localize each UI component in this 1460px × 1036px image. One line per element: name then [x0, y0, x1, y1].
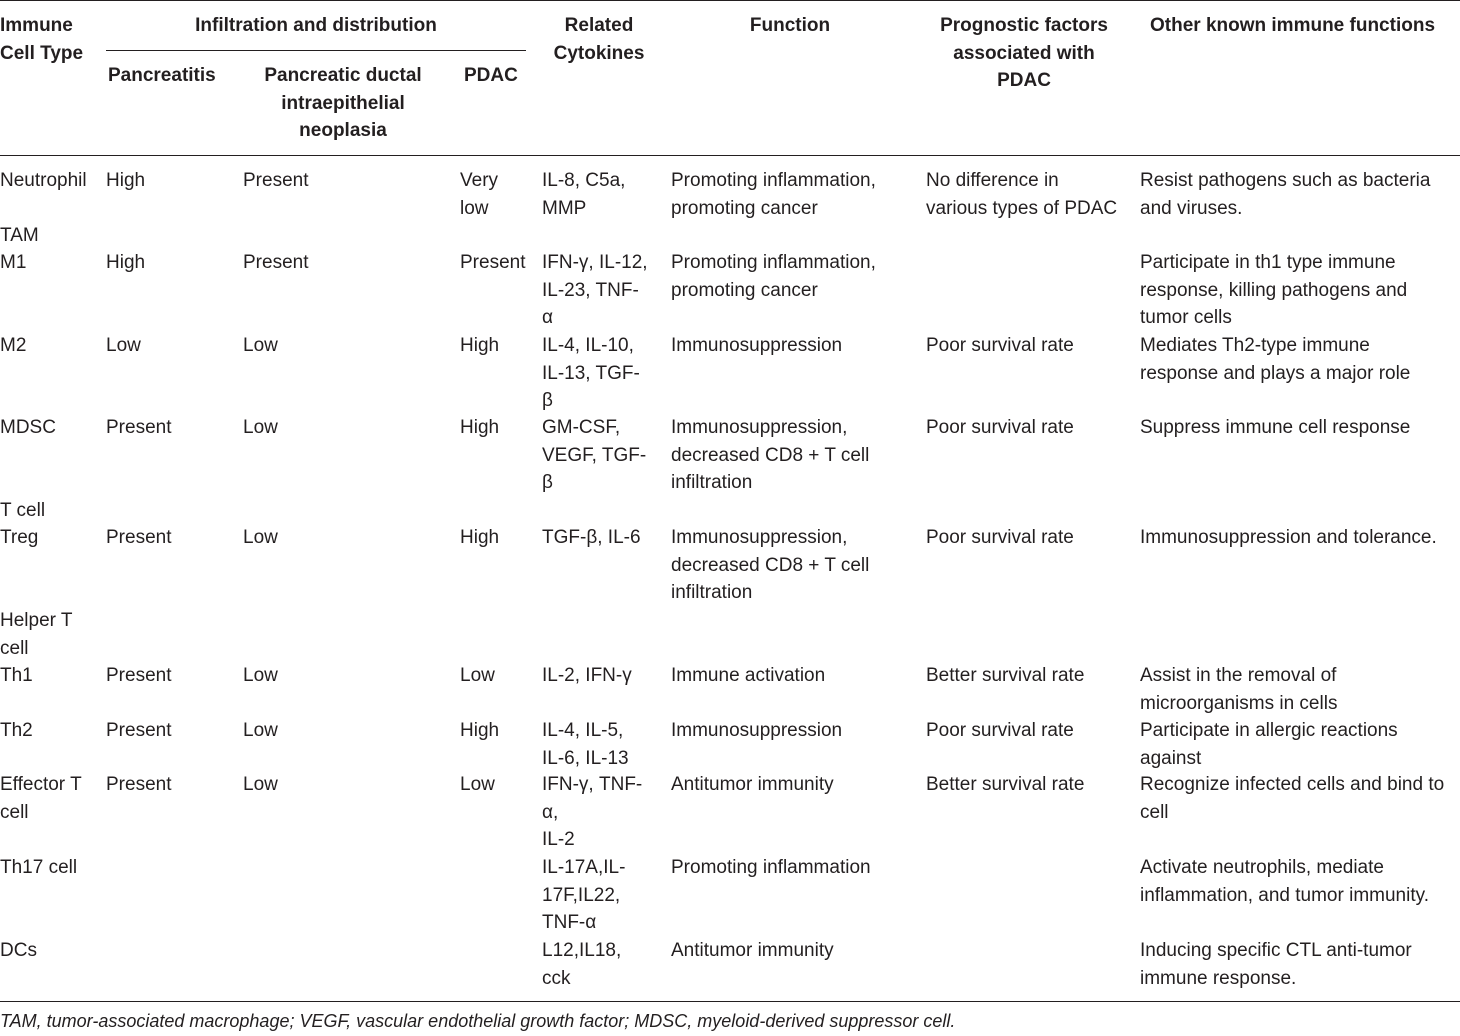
cell-cytokines: IFN-γ, IL-12, IL-23, TNF- α [542, 252, 648, 328]
cell-prognostic: Poor survival rate [926, 335, 1074, 356]
cell-pancreatitis: High [106, 252, 146, 273]
cell-cell: DCs [0, 940, 37, 961]
cell-pdac: Low [460, 665, 495, 686]
top-rule [0, 0, 1460, 1]
cell-pdac: High [460, 720, 500, 741]
cell-other: Assist in the removal of microorganisms in cells [1140, 665, 1338, 714]
cell-pdac: Present [460, 252, 526, 273]
cell-function: Antitumor immunity [671, 774, 834, 795]
cell-function: Immunosuppression, decreased CD8 + T cell infiltration [671, 527, 870, 603]
cell-cytokines: IL-17A,IL- 17F,IL22, TNF-α [542, 857, 626, 933]
header-cytokines: Related Cytokines [553, 15, 645, 64]
cell-prognostic: Poor survival rate [926, 417, 1074, 438]
cell-prognostic: Better survival rate [926, 665, 1085, 686]
cell-cytokines: IL-4, IL-5, IL-6, IL-13 [542, 720, 629, 769]
header-cell-type: Immune Cell Type [0, 15, 84, 64]
cell-cytokines: GM-CSF, VEGF, TGF- β [542, 417, 647, 493]
table-footnote: TAM, tumor-associated macrophage; VEGF, vascular endothelial growth factor; MDSC, myeloid-derived suppressor cell. [0, 1011, 956, 1031]
cell-prognostic: No difference in various types of PDAC [926, 170, 1118, 219]
cell-cell: Neutrophil [0, 170, 87, 191]
cell-cell: MDSC [0, 417, 56, 438]
header-infiltration-group: Infiltration and distribution [195, 15, 437, 36]
cell-other: Suppress immune cell response [1140, 417, 1411, 438]
group-underline [106, 50, 526, 51]
cell-pdac: Very low [460, 170, 499, 219]
cell-cytokines: IL-2, IFN-γ [542, 665, 632, 686]
header-function: Function [749, 15, 831, 36]
cell-cell: TAM [0, 225, 39, 246]
table-bottom-rule [0, 1001, 1460, 1002]
cell-pancreatitis: Present [106, 774, 172, 795]
cell-pancreatitis: Present [106, 720, 172, 741]
cell-panin: Low [243, 665, 278, 686]
header-bottom-rule [0, 155, 1460, 156]
cell-cell: M2 [0, 335, 27, 356]
cell-other: Immunosuppression and tolerance. [1140, 527, 1437, 548]
cell-panin: Low [243, 417, 278, 438]
cell-function: Promoting inflammation [671, 857, 871, 878]
cell-cytokines: IL-8, C5a, MMP [542, 170, 626, 219]
cell-pdac: High [460, 417, 500, 438]
cell-prognostic: Better survival rate [926, 774, 1085, 795]
cell-cell: M1 [0, 252, 27, 273]
cell-pancreatitis: High [106, 170, 146, 191]
cell-cell: Helper T cell [0, 610, 73, 659]
cell-other: Activate neutrophils, mediate inflammation, and tumor immunity. [1140, 857, 1429, 906]
cell-function: Promoting inflammation, promoting cancer [671, 170, 876, 219]
header-panin: Pancreatic ductal intraepithelial neoplasia [264, 65, 422, 141]
cell-panin: Low [243, 720, 278, 741]
cell-pdac: High [460, 527, 500, 548]
cell-cytokines: IL-4, IL-10, IL-13, TGF- β [542, 335, 640, 411]
cell-pdac: Low [460, 774, 495, 795]
cell-pancreatitis: Low [106, 335, 141, 356]
cell-function: Promoting inflammation, promoting cancer [671, 252, 876, 301]
cell-function: Immunosuppression [671, 335, 843, 356]
cell-cytokines: TGF-β, IL-6 [542, 527, 641, 548]
cell-other: Participate in allergic reactions against [1140, 720, 1398, 769]
cell-other: Inducing specific CTL anti-tumor immune response. [1140, 940, 1412, 989]
cell-other: Resist pathogens such as bacteria and viruses. [1140, 170, 1431, 219]
cell-cell: Effector T cell [0, 774, 82, 823]
cell-cell: Treg [0, 527, 39, 548]
cell-panin: Present [243, 252, 309, 273]
header-pdac: PDAC [464, 65, 518, 86]
header-other: Other known immune functions [1150, 15, 1436, 36]
cell-panin: Low [243, 527, 278, 548]
cell-pancreatitis: Present [106, 417, 172, 438]
header-prognostic: Prognostic factors associated with PDAC [940, 15, 1108, 91]
cell-panin: Low [243, 774, 278, 795]
cell-pancreatitis: Present [106, 527, 172, 548]
cell-other: Participate in th1 type immune response, killing pathogens and tumor cells [1140, 252, 1408, 328]
cell-panin: Low [243, 335, 278, 356]
cell-other: Recognize infected cells and bind to cell [1140, 774, 1445, 823]
cell-prognostic: Poor survival rate [926, 720, 1074, 741]
cell-pdac: High [460, 335, 500, 356]
cell-cell: Th17 cell [0, 857, 78, 878]
cell-pancreatitis: Present [106, 665, 172, 686]
cell-function: Antitumor immunity [671, 940, 834, 961]
cell-other: Mediates Th2-type immune response and plays a major role [1140, 335, 1411, 384]
cell-function: Immunosuppression [671, 720, 843, 741]
cell-panin: Present [243, 170, 309, 191]
header-pancreatitis: Pancreatitis [108, 65, 216, 86]
cell-function: Immunosuppression, decreased CD8 + T cell infiltration [671, 417, 870, 493]
cell-cytokines: L12,IL18, cck [542, 940, 622, 989]
cell-function: Immune activation [671, 665, 826, 686]
cell-cell: Th2 [0, 720, 33, 741]
cell-prognostic: Poor survival rate [926, 527, 1074, 548]
cell-cytokines: IFN-γ, TNF- α, IL-2 [542, 774, 643, 850]
cell-cell: Th1 [0, 665, 33, 686]
cell-cell: T cell [0, 500, 46, 521]
